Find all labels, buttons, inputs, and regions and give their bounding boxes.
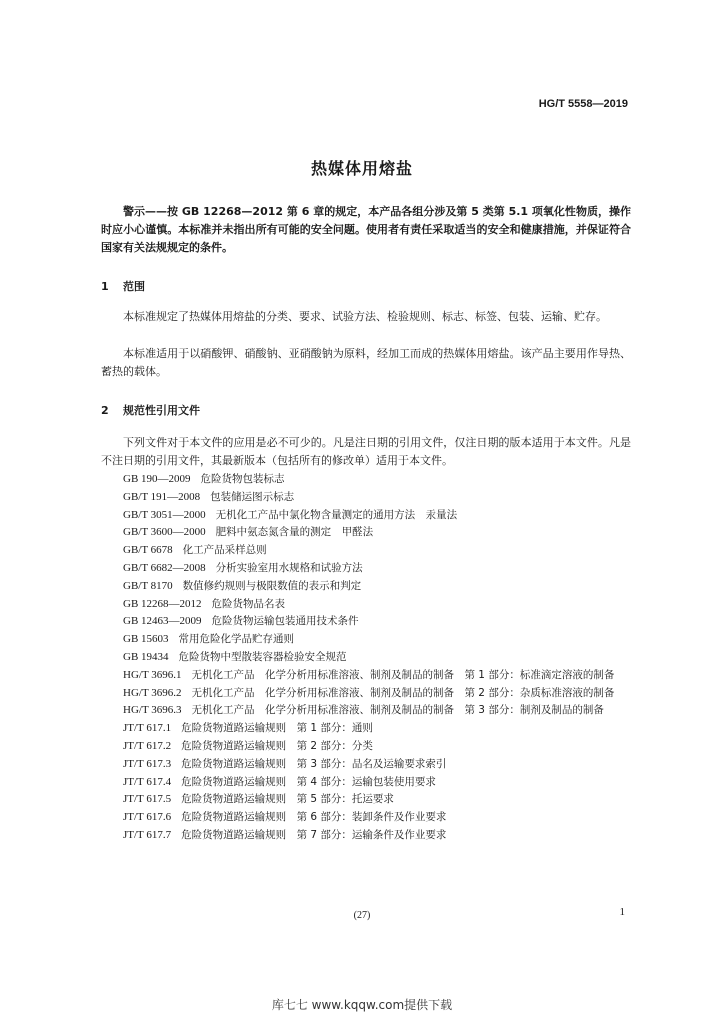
reference-title: 化工产品采样总则	[182, 544, 267, 557]
reference-item	[101, 542, 631, 560]
reference-code: GB 12463—2009	[123, 615, 202, 628]
reference-item	[101, 471, 631, 489]
reference-item	[101, 596, 631, 614]
reference-item	[101, 631, 631, 649]
reference-item	[101, 702, 631, 720]
reference-code: GB 15603	[123, 633, 169, 646]
reference-item	[101, 685, 631, 703]
reference-item	[101, 560, 631, 578]
reference-title: 常用危险化学品贮存通则	[178, 633, 295, 646]
reference-item	[101, 738, 631, 756]
reference-title: 危险货物道路运输规则 第 2 部分：分类	[181, 739, 373, 752]
reference-title: 数值修约规则与极限数值的表示和判定	[182, 579, 362, 592]
section-number: 1	[101, 280, 109, 293]
reference-item	[101, 720, 631, 738]
reference-title: 无机化工产品 化学分析用标准溶液、制剂及制品的制备 第 1 部分：标准滴定溶液的制备	[191, 668, 615, 681]
reference-item	[101, 524, 631, 542]
reference-code: GB/T 6682—2008	[123, 561, 206, 574]
page-number-center: (27)	[353, 910, 371, 921]
reference-code: GB 190—2009	[123, 473, 191, 485]
reference-code: HG/T 3696.2	[123, 686, 182, 699]
warning-notice: 警示——按 GB 12268—2012 第 6 章的规定，本产品各组分涉及第 5 类第 5.1 项氧化性物质，操作时应小心谨慎。本标准并未指出所有可能的安全问题。使用者有责任采取适当的安全和健康措施，并保证符合国家有关法规规定的条件。	[101, 205, 631, 254]
reference-code: HG/T 3696.3	[123, 704, 182, 717]
reference-item	[101, 507, 631, 525]
reference-title: 分析实验室用水规格和试验方法	[215, 561, 363, 574]
reference-title: 危险货物运输包装通用技术条件	[211, 615, 359, 628]
reference-title: 危险货物道路运输规则 第 6 部分：装卸条件及作业要求	[181, 811, 447, 824]
reference-item	[101, 489, 631, 507]
reference-code: JT/T 617.7	[123, 828, 172, 841]
reference-code: JT/T 617.3	[123, 757, 172, 770]
page-number-right: 1	[619, 906, 625, 918]
section-2-heading	[101, 402, 200, 418]
reference-code: HG/T 3696.1	[123, 668, 182, 681]
section-number: 2	[101, 404, 109, 417]
section-title: 范围	[123, 280, 145, 293]
section-1-paragraph-2: 本标准适用于以硝酸钾、硝酸钠、亚硝酸钠为原料，经加工而成的热媒体用熔盐。该产品主要用作导热、蓄热的载体。	[101, 347, 631, 378]
reference-code: JT/T 617.5	[123, 793, 172, 806]
section-2-paragraph-1: 下列文件对于本文件的应用是必不可少的。凡是注日期的引用文件，仅注日期的版本适用于本文件。凡是不注日期的引用文件，其最新版本（包括所有的修改单）适用于本文件。	[101, 436, 631, 467]
reference-title: 无机化工产品 化学分析用标准溶液、制剂及制品的制备 第 3 部分：制剂及制品的制备	[191, 704, 604, 717]
section-1-paragraph-1: 本标准规定了热媒体用熔盐的分类、要求、试验方法、检验规则、标志、标签、包装、运输、贮存。	[123, 310, 607, 323]
reference-item	[101, 613, 631, 631]
reference-item	[101, 578, 631, 596]
reference-title: 无机化工产品中氯化物含量测定的通用方法 汞量法	[215, 508, 458, 521]
reference-item	[101, 667, 631, 685]
reference-list	[101, 471, 631, 845]
reference-item	[101, 809, 631, 827]
document-title: 热媒体用熔盐	[310, 159, 413, 178]
reference-title: 危险货物包装标志	[200, 473, 285, 485]
reference-title: 危险货物道路运输规则 第 5 部分：托运要求	[181, 793, 394, 806]
reference-title: 无机化工产品 化学分析用标准溶液、制剂及制品的制备 第 2 部分：杂质标准溶液的制备	[191, 686, 615, 699]
reference-title: 危险货物中型散装容器检验安全规范	[178, 650, 347, 663]
reference-code: GB/T 8170	[123, 579, 173, 592]
reference-item	[101, 774, 631, 792]
reference-code: JT/T 617.2	[123, 739, 172, 752]
section-title: 规范性引用文件	[123, 404, 200, 417]
reference-title: 肥料中氨态氮含量的测定 甲醛法	[215, 526, 374, 539]
reference-code: GB/T 191—2008	[123, 490, 201, 503]
download-watermark: 库七七 www.kqqw.com提供下载	[271, 998, 453, 1012]
section-1-heading	[101, 278, 145, 294]
reference-code: JT/T 617.4	[123, 775, 172, 788]
reference-item	[101, 756, 631, 774]
reference-title: 危险货物道路运输规则 第 1 部分：通则	[181, 722, 373, 735]
reference-title: 危险货物道路运输规则 第 4 部分：运输包装使用要求	[181, 775, 436, 788]
reference-item	[101, 649, 631, 667]
reference-item	[101, 827, 631, 845]
reference-code: GB 19434	[123, 650, 169, 663]
reference-code: GB/T 3051—2000	[123, 508, 206, 521]
reference-code: GB/T 3600—2000	[123, 526, 206, 539]
reference-code: JT/T 617.1	[123, 722, 172, 735]
reference-code: GB/T 6678	[123, 544, 173, 557]
reference-title: 包装储运图示标志	[210, 490, 295, 503]
reference-code: GB 12268—2012	[123, 597, 202, 610]
reference-title: 危险货物品名表	[211, 597, 286, 610]
reference-item	[101, 791, 631, 809]
reference-code: JT/T 617.6	[123, 811, 172, 824]
reference-title: 危险货物道路运输规则 第 3 部分：品名及运输要求索引	[181, 757, 447, 770]
reference-title: 危险货物道路运输规则 第 7 部分：运输条件及作业要求	[181, 828, 447, 841]
standard-code: HG/T 5558—2019	[538, 98, 628, 110]
